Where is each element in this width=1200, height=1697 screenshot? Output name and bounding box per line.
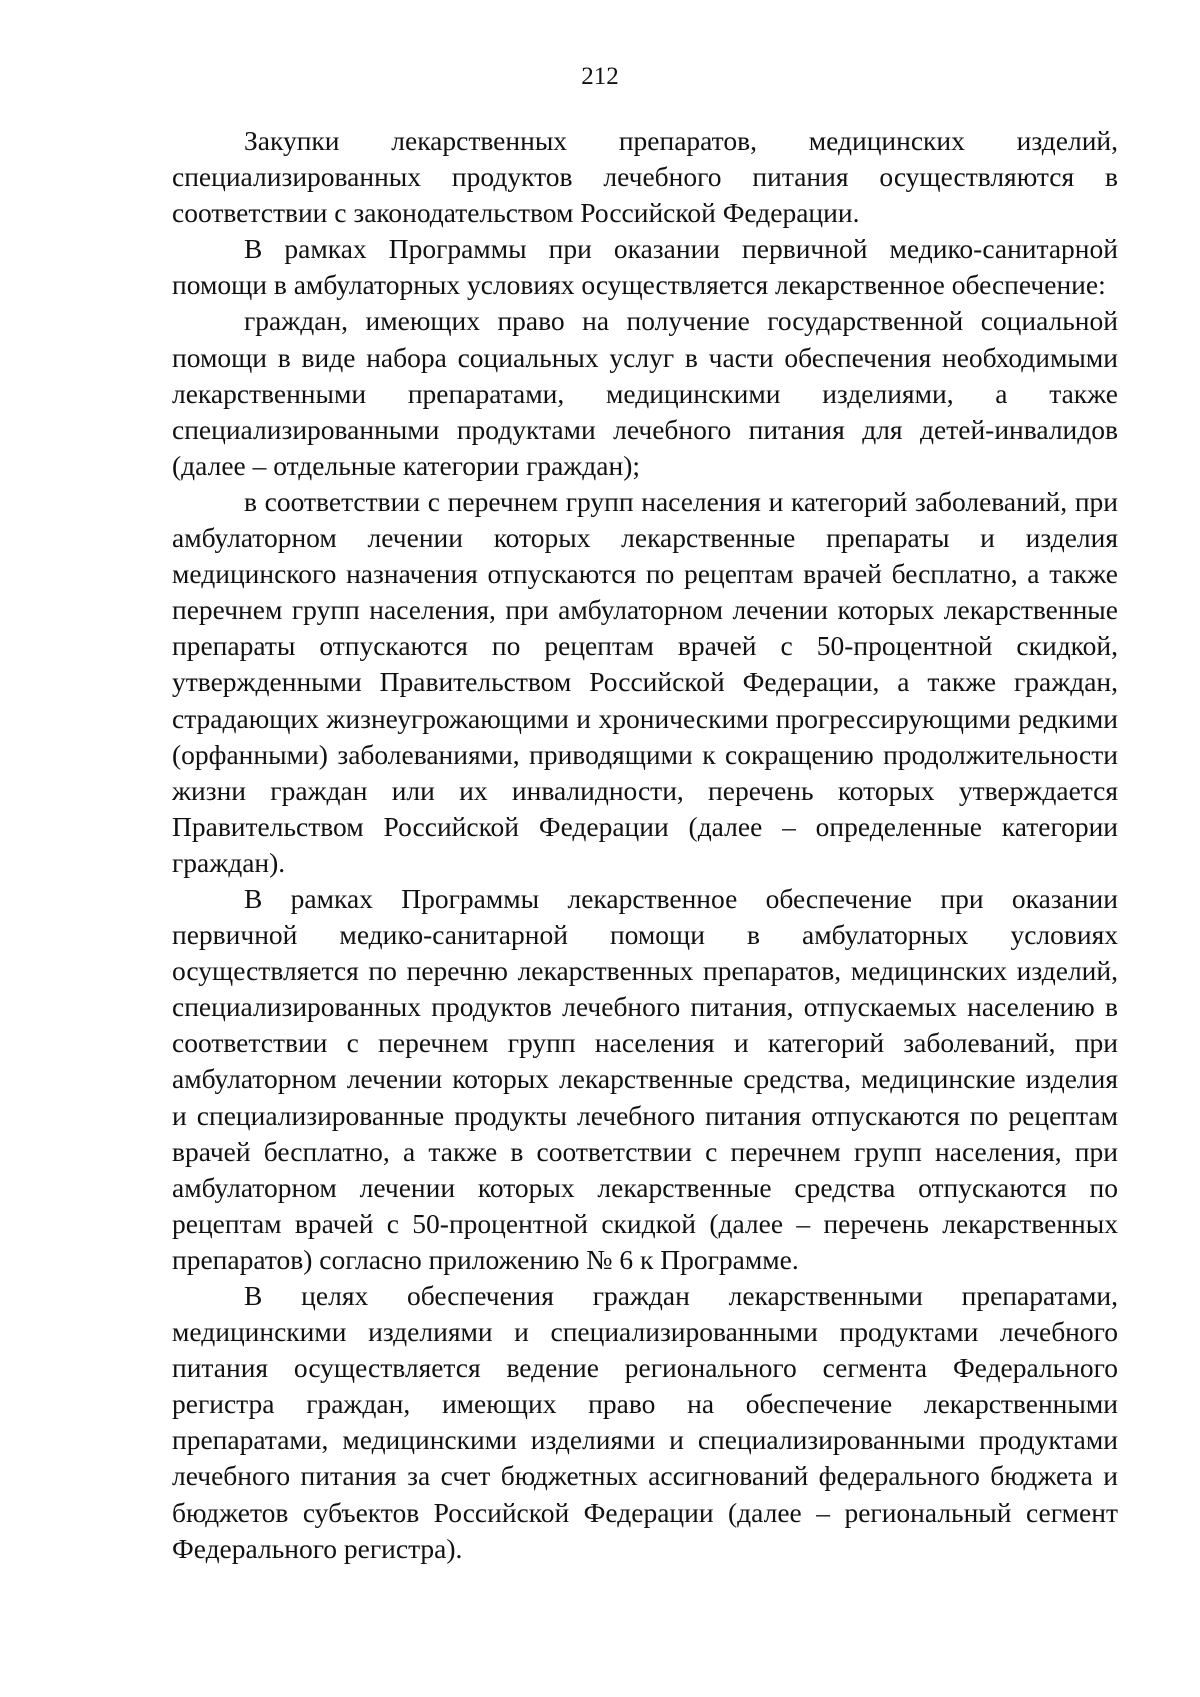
paragraph-drug-list: В рамках Программы лекарственное обеспечение при оказании первичной медико-санитарной помощи в амбулаторных условиях осуществляется по перечню лекарственных препаратов, медицинских изделий, специализированных продуктов лечебного питания, отпускаемых населению в соответствии с перечнем групп населения и категорий заболеваний, при амбулаторном лечении которых лекарственные средства, медицинские изделия и специализированные продукты лечебного питания отпускаются по рецептам врачей бесплатно, а также в соответствии с перечнем групп населения, при амбулаторном лечении которых лекарственные средства отпускаются по рецептам врачей с 50-процентной скидкой (далее – перечень лекарственных препаратов) согласно приложению № 6 к Программе. — [172, 882, 1118, 1275]
paragraph-program-scope: В рамках Программы при оказании первичной медико-санитарной помощи в амбулаторных условиях осуществляется лекарственное обеспечение: — [172, 233, 1118, 301]
document-body — [172, 123, 1118, 1567]
page-number: 212 — [581, 63, 619, 90]
paragraph-social-aid-citizens: граждан, имеющих право на получение государственной социальной помощи в виде набора социальных услуг в части обеспечения необходимыми лекарственными препаратами, медицинскими изделиями, а также специализированными продуктами лечебного питания для детей-инвалидов (далее – отдельные категории граждан); — [172, 305, 1118, 481]
paragraph-procurement: Закупки лекарственных препаратов, медицинских изделий, специализированных продуктов лечебного питания осуществляются в соответствии с законодательством Российской Федерации. — [172, 125, 1118, 229]
paragraph-federal-register: В целях обеспечения граждан лекарственными препаратами, медицинскими изделиями и специализированными продуктами лечебного питания осуществляется ведение регионального сегмента Федерального регистра граждан, имеющих право на обеспечение лекарственными препаратами, медицинскими изделиями и специализированными продуктами лечебного питания за счет бюджетных ассигнований федерального бюджета и бюджетов субъектов Российской Федерации (далее – региональный сегмент Федерального регистра). — [172, 1280, 1118, 1564]
paragraph-population-groups: в соответствии с перечнем групп населения и категорий заболеваний, при амбулаторном лечении которых лекарственные препараты и изделия медицинского назначения отпускаются по рецептам врачей бесплатно, а также перечнем групп населения, при амбулаторном лечении которых лекарственные препараты отпускаются по рецептам врачей с 50-процентной скидкой, утвержденными Правительством Российской Федерации, а также граждан, страдающих жизнеугрожающими и хроническими прогрессирующими редкими (орфанными) заболеваниями, приводящими к сокращению продолжительности жизни граждан или их инвалидности, перечень которых утверждается Правительством Российской Федерации (далее – определенные категории граждан). — [172, 485, 1118, 878]
